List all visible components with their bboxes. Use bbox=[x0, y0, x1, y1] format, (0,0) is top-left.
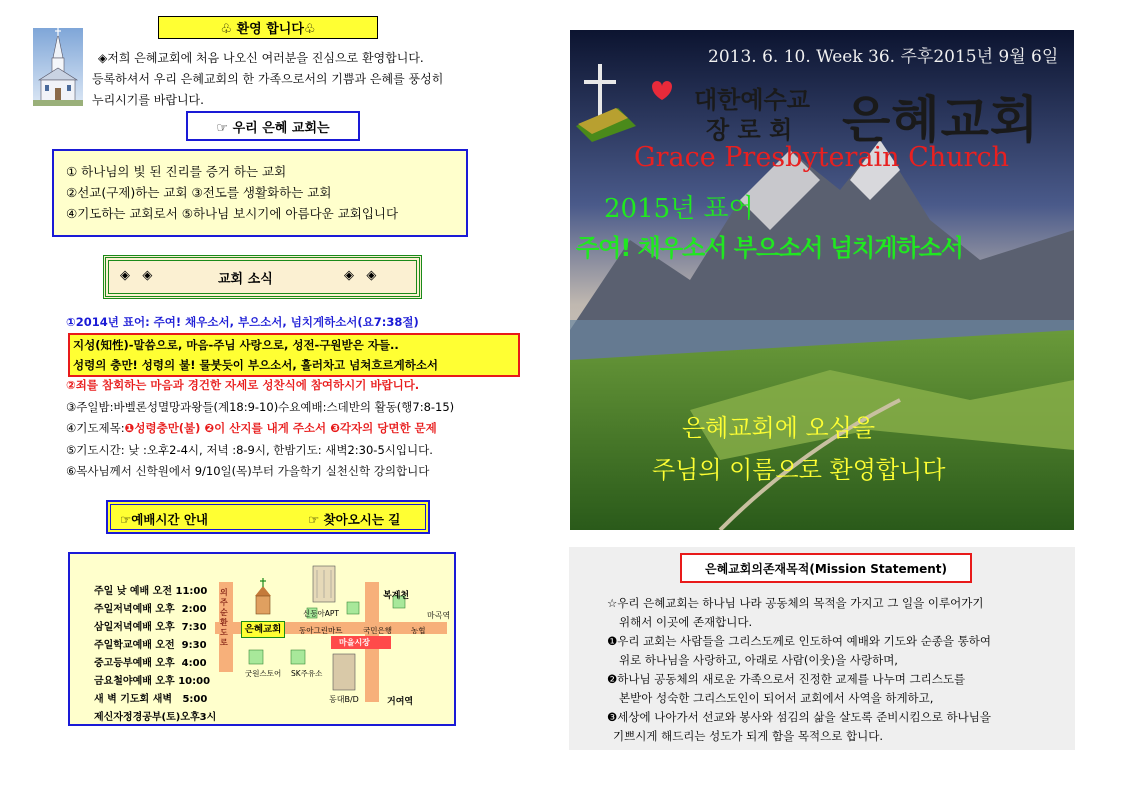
schedule-row: 주일학교예배 오전 9:30 bbox=[93, 640, 207, 651]
schedule-row: 중고등부예배 오후 4:00 bbox=[93, 658, 207, 669]
cover-motto: 주여! 채우소서 부으소서 넘치게하소서 bbox=[576, 234, 963, 262]
map-church-label: 은혜교회 bbox=[241, 621, 285, 638]
our-church-line-1: ① 하나님의 빛 된 진리를 증거 하는 교회 bbox=[66, 164, 287, 179]
news-header-left: ◈ ◈ bbox=[120, 268, 153, 283]
map-bank-label: 국민은행 bbox=[363, 626, 392, 635]
mission-line-7: ❸세상에 나아가서 선교와 봉사와 섬김의 삶을 살도록 준비시킴으로 하나님을 bbox=[607, 710, 991, 724]
our-church-title: ☞ 우리 은혜 교회는 bbox=[186, 111, 360, 141]
map-bottom2-label: 거여역 bbox=[387, 697, 414, 707]
service-header bbox=[106, 500, 430, 534]
cover-image bbox=[570, 30, 1074, 530]
directions-label: ☞ 찾아오시는 길 bbox=[308, 512, 401, 527]
church-illustration bbox=[33, 28, 83, 106]
map-market-label: 마을시장 bbox=[339, 638, 370, 647]
cover-date: 2013. 6. 10. Week 36. 주후2015년 9월 6일 bbox=[708, 47, 1059, 67]
mission-line-5: ❷하나님 공동체의 새로운 가족으로서 진정한 교제를 나누며 그리스도를 bbox=[607, 672, 966, 686]
schedule-row: 제신자정경공부(토)오후3시 bbox=[93, 712, 217, 723]
mission-title: 은혜교회의존재목적(Mission Statement) bbox=[680, 553, 972, 583]
mission-line-1: ☆우리 은혜교회는 하나님 나라 공동체의 목적을 가지고 그 일을 이루어가기 bbox=[607, 596, 984, 610]
our-church-line-3: ④기도하는 교회로서 ⑤하나님 보시기에 아름다운 교회입니다 bbox=[66, 206, 399, 221]
news-item-3: ③주일밤:바벨론성멸망과왕들(계18:9-10)수요예배:스데반의 활동(행7:8-15) bbox=[66, 400, 455, 414]
cover-english-name: Grace Presbyterain Church bbox=[634, 142, 1009, 173]
welcome-line-2: 등록하셔서 우리 은혜교회의 한 가족으로서의 기쁨과 은혜를 풍성히 bbox=[92, 72, 444, 86]
news-item-5: ⑤기도시간: 낮 :오후2-4시, 저녁 :8-9시, 한밤기도: 새벽2:30-5시입니다. bbox=[66, 443, 433, 457]
welcome-line-1: ◈저희 은혜교회에 처음 나오신 여러분을 진심으로 환영합니다. bbox=[98, 51, 424, 65]
news-item-6: ⑥목사님께서 신학원에서 9/10일(목)부터 가을학기 실천신학 강의합니다 bbox=[66, 464, 430, 478]
news-item-4 bbox=[66, 418, 437, 439]
mission-line-2: 위해서 이곳에 존재합니다. bbox=[619, 615, 753, 629]
news-item-2: ②죄를 참회하는 마음과 경건한 자세로 성찬식에 참여하시기 바랍니다. bbox=[66, 378, 420, 392]
news-header-title: 교회 소식 bbox=[218, 272, 273, 287]
service-times-label: ☞예배시간 안내 bbox=[120, 512, 209, 527]
cover-motto-label: 2015년 표어 bbox=[604, 194, 754, 224]
welcome-title: ♧ 환영 합니다♧ bbox=[158, 16, 378, 39]
cover-church-name: 은혜교회 bbox=[842, 91, 1040, 149]
map-apt-label: 신동아APT bbox=[303, 609, 339, 618]
cover-denomination-1: 대한예수교 bbox=[694, 86, 810, 114]
news-header bbox=[103, 255, 422, 299]
our-church-box bbox=[52, 149, 468, 237]
mission-line-3: ❶우리 교회는 사람들을 그리스도께로 인도하여 예배와 기도와 순종을 통하여 bbox=[607, 634, 991, 648]
map-gas1-label: 굿원스토어 bbox=[245, 669, 282, 678]
news-header-right: ◈ ◈ bbox=[344, 268, 377, 283]
news-item-4-prefix: ④기도제목: bbox=[66, 421, 125, 435]
our-church-line-2: ②선교(구제)하는 교회 ③전도를 생활화하는 교회 bbox=[66, 185, 332, 200]
schedule-row: 삼일저녁예배 오후 7:30 bbox=[93, 622, 207, 633]
cover-welcome-2: 주님의 이름으로 환영합니다 bbox=[652, 456, 946, 484]
map-gas2-label: SK주유소 bbox=[291, 669, 323, 678]
mission-line-6: 본받아 성숙한 그리스도인이 되어서 교회에서 사역을 하게하고, bbox=[619, 691, 934, 705]
schedule-row: 금요철야예배 오후 10:00 bbox=[93, 676, 211, 687]
news-item-4-red: ❶성령충만(불) ❷이 산지를 내게 주소서 ❸각자의 당면한 문제 bbox=[124, 421, 437, 435]
welcome-line-3: 누리시기를 바랍니다. bbox=[92, 93, 204, 107]
map-mart-label: 동아그린마트 bbox=[299, 626, 343, 635]
schedule-row: 주일저녁예배 오후 2:00 bbox=[93, 604, 207, 615]
mission-panel bbox=[569, 547, 1075, 750]
news-highlight-box bbox=[68, 333, 520, 377]
map-union-label: 농협 bbox=[411, 626, 426, 635]
map-station-top: 마곡역 bbox=[427, 611, 451, 620]
news-item-1: ①2014년 표어: 주여! 채우소서, 부으소서, 넘치게하소서(요7:38절) bbox=[66, 315, 419, 329]
directions-map bbox=[215, 562, 453, 722]
map-bokgye-label: 복계천 bbox=[383, 591, 410, 601]
schedule-row: 새 벽 기도회 새벽 5:00 bbox=[93, 694, 208, 705]
cover-welcome-1: 은혜교회에 오심을 bbox=[682, 414, 876, 442]
schedule-list bbox=[80, 571, 230, 721]
map-bottom1-label: 동대B/D bbox=[329, 695, 359, 704]
cover-denomination-2: 장 로 회 bbox=[706, 116, 793, 144]
news-highlight-1: 지성(知性)-말씀으로, 마음-주님 사랑으로, 성전-구원받은 자들.. bbox=[73, 338, 399, 352]
news-highlight-2: 성령의 충만! 성령의 불! 물붓듯이 부으소서, 흘러차고 넘쳐흐르게하소서 bbox=[73, 358, 439, 372]
schedule-row: 주일 낮 예배 오전 11:00 bbox=[93, 586, 208, 597]
map-road-vertical: 의주순환도로 bbox=[220, 588, 228, 647]
mission-line-4: 위로 하나님을 사랑하고, 아래로 사람(이웃)을 사랑하며, bbox=[619, 653, 898, 667]
mission-line-8: 기쁘시게 해드리는 성도가 되게 함을 목적으로 합니다. bbox=[613, 729, 883, 743]
